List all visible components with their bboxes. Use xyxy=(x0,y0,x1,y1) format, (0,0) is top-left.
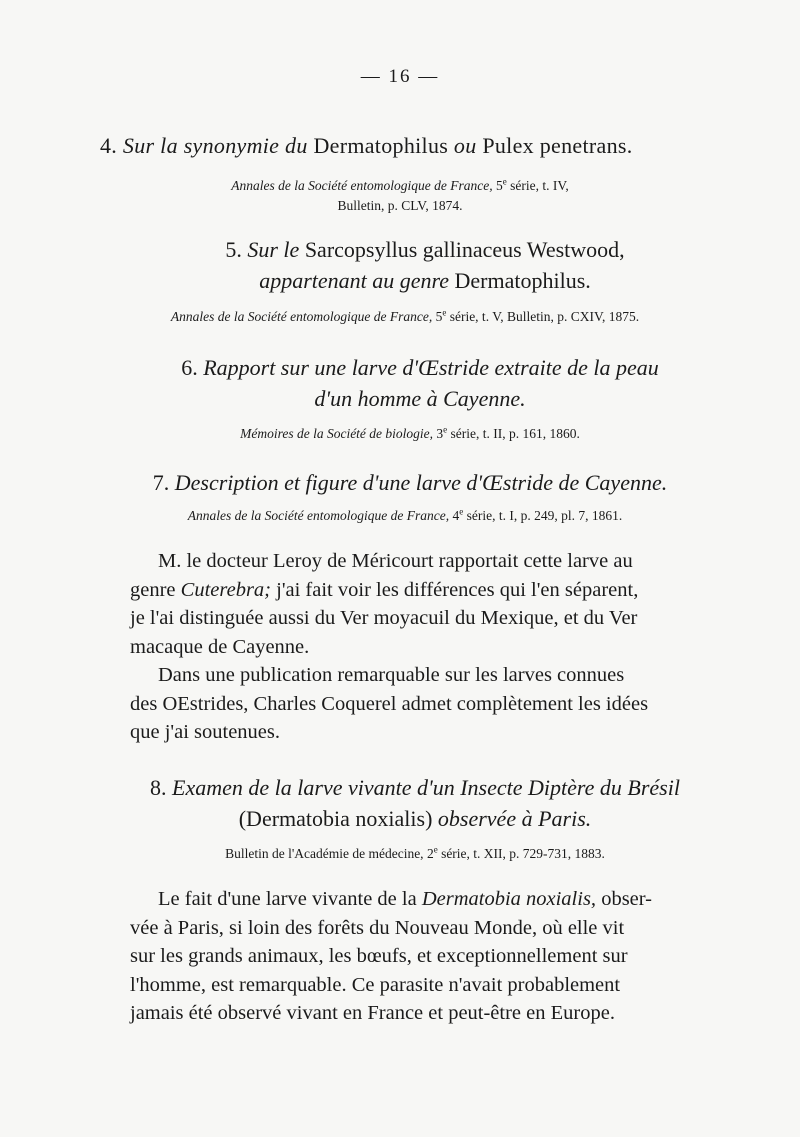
citation-rest: série, t. V, Bulletin, p. CXIV, 1875. xyxy=(449,309,640,324)
text-line: je l'ai distinguée aussi du Ver moyacuil du Mexique, et du Ver xyxy=(130,607,638,629)
journal-name: Annales de la Société entomologique de France, xyxy=(231,178,493,193)
entry-number: 4. xyxy=(100,133,118,158)
entry-5-title xyxy=(150,234,700,296)
italic-term: Cuterebra; xyxy=(180,578,271,601)
entry-7-title xyxy=(120,467,700,498)
text-line: jamais été observé vivant en France et peut-être en Europe. xyxy=(130,1002,615,1024)
journal-name: Annales de la Société entomologique de France, xyxy=(187,508,450,523)
citation-rest: série, t. XII, p. 729-731, 1883. xyxy=(441,846,605,861)
paragraph xyxy=(130,661,698,747)
series-sup: e xyxy=(442,307,447,318)
entry-4-title xyxy=(100,130,700,161)
entry-4-citation xyxy=(150,176,650,216)
text-fragment: obser- xyxy=(601,888,653,910)
text-line: sur les grands animaux, les bœufs, et exceptionnellement sur xyxy=(130,945,628,967)
entry-6-title xyxy=(150,352,690,414)
citation-rest: série, t. IV, xyxy=(510,178,569,193)
title-italic: observée à Paris. xyxy=(437,806,592,831)
text-fragment: genre xyxy=(130,578,176,601)
series-sup: e xyxy=(443,424,448,435)
text-line: vée à Paris, si loin des forêts du Nouveau Monde, où elle vit xyxy=(130,916,625,939)
journal-name: Bulletin de l'Académie de médecine, xyxy=(225,846,424,861)
entry-8-title xyxy=(130,772,700,834)
citation-rest: série, t. II, p. 161, 1860. xyxy=(450,426,580,441)
entry-8-citation xyxy=(150,844,680,864)
title-italic: Description et figure d'une larve d'Œstride de Cayenne. xyxy=(174,470,668,495)
series-number: 5 xyxy=(435,309,443,324)
entry-number: 6. xyxy=(181,355,198,380)
text-line: des OEstrides, Charles Coquerel admet complètement les idées xyxy=(130,692,649,715)
body-paragraphs-1 xyxy=(130,547,698,747)
citation-line: Bulletin, p. CLV, 1874. xyxy=(337,198,463,213)
paragraph xyxy=(130,885,698,1028)
entry-number: 5. xyxy=(225,237,242,262)
title-italic: appartenant au genre xyxy=(259,268,450,293)
journal-name: Mémoires de la Société de biologie, xyxy=(240,426,434,441)
title-roman: Pulex penetrans. xyxy=(476,133,633,158)
text-fragment: j'ai fait voir les différences qui l'en séparent, xyxy=(276,578,639,601)
title-roman: Dermatophilus. xyxy=(454,268,591,293)
series-sup: e xyxy=(433,844,438,855)
series-number: 3 xyxy=(436,426,444,441)
title-roman: (Dermatobia noxialis) xyxy=(238,806,433,831)
text-line: M. le docteur Leroy de Méricourt rapportait cette larve au xyxy=(158,550,633,572)
title-roman: Sarcopsyllus gallinaceus Westwood, xyxy=(304,237,625,262)
entry-number: 8. xyxy=(150,775,167,800)
series-sup: e xyxy=(459,506,464,517)
journal-name: Annales de la Société entomologique de France, xyxy=(170,309,433,324)
series-number: 4 xyxy=(452,508,460,523)
text-line: l'homme, est remarquable. Ce parasite n'avait probablement xyxy=(130,973,621,996)
entry-7-citation xyxy=(110,506,700,526)
series-number: 2 xyxy=(426,846,434,861)
text-line: que j'ai soutenues. xyxy=(130,721,281,743)
text-line: macaque de Cayenne. xyxy=(130,635,310,658)
title-italic: Sur le xyxy=(247,237,300,262)
body-paragraphs-2 xyxy=(130,885,698,1028)
entry-6-citation xyxy=(150,424,670,444)
title-italic: Rapport sur une larve d'Œstride extraite de la peau xyxy=(203,355,659,380)
entry-5-citation xyxy=(105,307,705,327)
title-italic: d'un homme à Cayenne. xyxy=(314,386,526,411)
title-italic: Examen de la larve vivante d'un Insecte Diptère du Brésil xyxy=(172,775,680,800)
series-number: 5 xyxy=(495,178,503,193)
citation-rest: série, t. I, p. 249, pl. 7, 1861. xyxy=(466,508,623,523)
title-roman: Dermatophilus xyxy=(307,133,454,158)
text-fragment: Le fait d'une larve vivante de la xyxy=(158,888,417,910)
title-italic: ou xyxy=(453,133,477,158)
paragraph xyxy=(130,547,698,661)
page-number: — 16 — xyxy=(360,66,440,87)
title-italic: Sur la synonymie du xyxy=(122,133,308,158)
italic-term: Dermatobia noxialis, xyxy=(421,888,597,910)
series-sup: e xyxy=(502,176,507,187)
entry-number: 7. xyxy=(152,470,170,495)
text-line: Dans une publication remarquable sur les larves connues xyxy=(158,664,625,686)
